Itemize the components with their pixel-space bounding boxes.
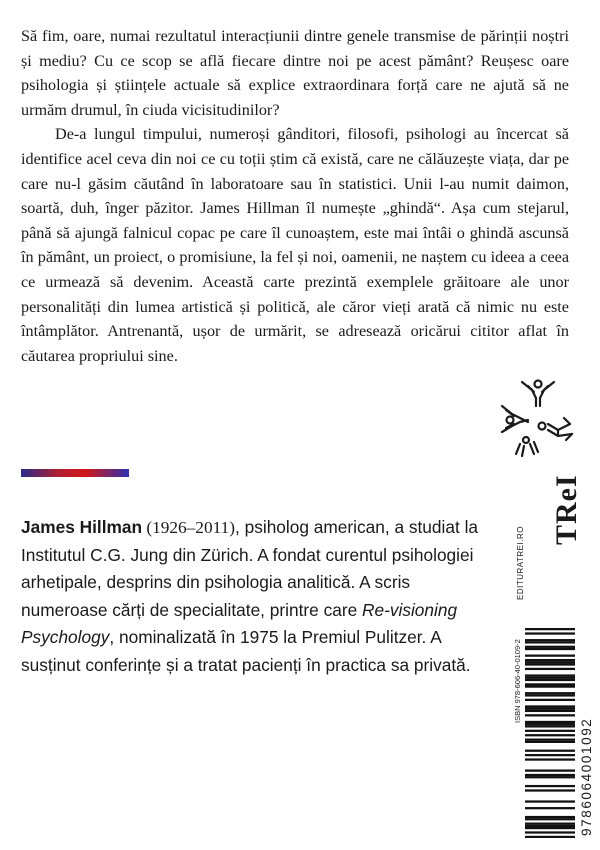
barcode-bar	[525, 705, 575, 707]
barcode-bar	[525, 818, 575, 820]
book-title: Re-visioning Psychology	[21, 599, 458, 647]
bio-text-2: , nominalizată în 1975 la Premiul Pulitzer. A susținut conferințe și a tratat pacienți în practica sa privată.	[21, 627, 471, 675]
barcode-bar	[525, 807, 575, 809]
barcode-bar	[525, 754, 575, 756]
barcode-bar	[525, 641, 575, 643]
barcode-bar	[525, 659, 575, 661]
barcode-bar	[525, 758, 575, 760]
publisher-logo-text: TReI	[550, 474, 583, 545]
barcode-bar	[525, 674, 575, 676]
trei-figures-logo-icon	[498, 378, 578, 458]
barcode-bar	[525, 655, 575, 657]
barcode-bar	[525, 739, 575, 741]
blurb-paragraph-2: De-a lungul timpului, numeroși gânditori, filosofi, psihologi au încercat să identifice acel ceva din noi ce cu toții știm că există, care ne călăuzește viața, dar pe care nu-l găsim căutând în laboratoare sau în statistici. Unii l-au numit daimon, soartă, duh, înger păzitor. James Hillman îl numește „ghindă“. Așa cum stejarul, până să ajungă falnicul copac pe care îl cunoaștem, este mai întâi o ghindă ascunsă în pământ, un proiect, o promisiune, la fel și noi, oamenii, ne naștem cu ideea a ceea ce urmează să devenim. Această carte prezintă exemplele grăitoare ale unor personalități din lumea artistică și politică, ale căror vieți arată că nimic nu este întâmplător. Antrenantă, ușor de urmărit, se adresează oricărui cititor aflat în căutarea propriului sine.	[21, 125, 569, 365]
isbn-label: ISBN 978-606-40-0109-2	[513, 639, 522, 723]
barcode-bar	[525, 750, 575, 752]
barcode-bar	[525, 663, 575, 665]
barcode-bar	[525, 661, 575, 663]
barcode-bar	[525, 723, 575, 725]
barcode-bar	[525, 789, 575, 791]
barcode-digits: 9786064001092	[579, 717, 594, 836]
author-years: (1926–2011)	[142, 518, 235, 537]
barcode-bar	[525, 816, 575, 818]
barcode-bar	[525, 632, 575, 634]
barcode-bar	[525, 668, 575, 670]
barcode-bar	[525, 800, 575, 802]
publisher-website: EDITURATREI.RO	[516, 526, 525, 600]
barcode-bar	[525, 831, 575, 833]
barcode-bar	[525, 823, 575, 825]
barcode-bar	[525, 836, 575, 838]
barcode-bar	[525, 694, 575, 696]
barcode-bar	[525, 785, 575, 787]
barcode-bar	[525, 677, 575, 679]
barcode-bar	[525, 685, 575, 687]
author-name: James Hillman	[21, 517, 143, 537]
barcode-bar	[525, 741, 575, 743]
author-bio	[21, 514, 501, 679]
barcode-bar	[525, 725, 575, 727]
barcode-bar	[525, 825, 575, 827]
bio-text-1: , psiholog american, a studiat la Institutul C.G. Jung din Zürich. A fondat curentul psihologiei arhetipale, desprins din psihologia analitică. A scris numeroase cărți de specialitate, printre care	[21, 517, 479, 620]
barcode-bar	[525, 639, 575, 641]
barcode-bar	[525, 648, 575, 650]
barcode-bar	[525, 769, 575, 771]
barcode-bar	[525, 646, 575, 648]
back-cover-blurb	[21, 24, 569, 368]
barcode-bar	[525, 714, 575, 716]
barcode	[525, 628, 575, 838]
barcode-bar	[525, 699, 575, 701]
barcode-bar	[525, 721, 575, 723]
barcode-bar	[525, 734, 575, 736]
barcode-bar	[525, 683, 575, 685]
barcode-bar	[525, 730, 575, 732]
decorative-color-bar	[21, 469, 129, 477]
barcode-bar	[525, 776, 575, 778]
blurb-paragraph-1: Să fim, oare, numai rezultatul interacțiunii dintre genele transmise de părinții noștri și mediu? Cu ce scop se află fiecare dintre noi pe acest pământ? Reușesc oare psihologia și științele actuale să explice extraordinara forță care ne ajută să ne urmăm drumul, în ciuda vicisitudinilor?	[21, 27, 569, 119]
barcode-bar	[525, 710, 575, 712]
barcode-bar	[525, 628, 575, 630]
barcode-bar	[525, 679, 575, 681]
barcode-bar	[525, 774, 575, 776]
barcode-bar	[525, 827, 575, 829]
barcode-bar	[525, 692, 575, 694]
barcode-bar	[525, 708, 575, 710]
